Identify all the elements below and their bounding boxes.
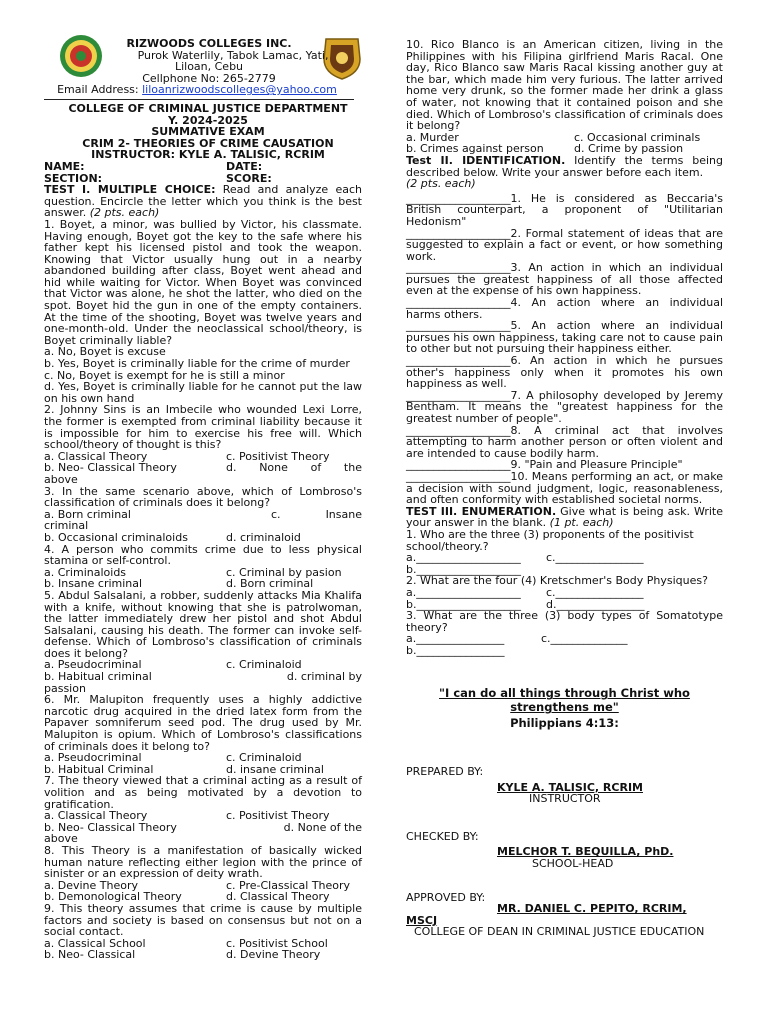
choice-1d[interactable]: d. Yes, Boyet is criminally liable for he cannot put the law on his own hand [44,380,362,405]
question-1: 1. Boyet, a minor, was bullied by Victor, his classmate. Having enough, Boyet got the key to the safe where his father kept his licensed pistol and took the weapon. Knowing that Victor usually hung out in a nearby abandoned building after class, Boyet went ahead and hid while waiting for Victor. When Boyet was convinced that Victor was alone, he shot the latter, who died on the spot. Boyet hid the gun in one of the empty containers. At the time of the shooting, Boyet was twelve years and one-month-old. Under the neoclassical school/theory, is Boyet criminally liable? [44,217,362,347]
answer-blank[interactable]: ___________________ [406,191,511,205]
answer-blank[interactable]: ___________________ [406,296,511,310]
choice-4a[interactable]: a. Criminaloids [44,565,127,579]
choice-9a[interactable]: a. Classical School [44,936,146,950]
name-label: NAME: [44,159,85,173]
choice-8a[interactable]: a. Devine Theory [44,878,138,892]
choice-5d-cont: passion [44,681,86,695]
approved-by-label: APPROVED BY: [406,890,486,904]
enum-blank-1c[interactable]: c.________________ [546,551,644,565]
test1-title: TEST I. MULTIPLE CHOICE: [44,183,216,197]
enum-blank-3a[interactable]: a.________________ [406,632,505,646]
school-address-2: Liloan, Cebu [174,60,244,74]
choice-row [44,532,362,544]
test3-points: (1 pt. each) [546,516,614,530]
choice-4c[interactable]: c. Criminal by pasion [226,565,342,579]
choice-6c[interactable]: c. Criminaloid [226,751,302,765]
identification-item-3 [406,262,723,297]
item-text: 7. A philosophy developed by Jeremy Bentham. It means the "greatest happiness for the greatest number of people". [406,388,723,425]
question-9: 9. This theory assumes that crime is cause by multiple factors and society is based on consensus but not on a social contact. [44,901,362,939]
name-date-row [44,161,362,173]
identification-item-1 [406,193,723,228]
choice-10b[interactable]: b. Crimes against person [406,142,544,156]
checked-by-label: CHECKED BY: [406,829,479,843]
test1-instr: Read and analyze each question. Encircle the letter which you think is the best answer. [44,183,362,220]
answer-blank[interactable]: ___________________ [406,423,511,437]
item-text: 5. An action where an individual pursues his own happiness, taking care not to cause pain to other but not pursuing their happiness either. [406,319,723,356]
instructor-line: INSTRUCTOR: KYLE A. TALISIC, RCRIM [91,148,325,162]
school-email [32,84,362,96]
test1-points: (2 pts. each) [86,206,160,220]
date-label: DATE: [226,159,263,173]
score-label: SCORE: [226,171,272,185]
choice-6b[interactable]: b. Habitual Criminal [44,762,154,776]
prepared-by-label: PREPARED BY: [406,765,484,779]
choice-8c[interactable]: c. Pre-Classical Theory [226,878,351,892]
choice-2b[interactable]: b. Neo- Classical Theory [44,461,177,475]
item-text: 10. Means performing an act, or make a decision with sound judgment, logic, reasonableness, and often conformity with established societal norms. [406,469,723,507]
choice-5a[interactable]: a. Pseudocriminal [44,658,142,672]
question-5: 5. Abdul Salsalani, a robber, suddenly attacks Mia Khalifa with a knife, without knowing that she is patrolwoman, the latter immediately drew her pistol and shot Abdul Salsalani, causing his death. The former can invoke self-defense. Which of Lombroso's classification of criminals does it belong? [44,588,362,660]
choice-8d[interactable]: d. Classical Theory [226,890,330,904]
section-label: SECTION: [44,171,103,185]
choice-4d[interactable]: d. Born criminal [226,577,314,591]
school-name: RIZWOODS COLLEGES INC. [126,37,292,50]
choice-6d[interactable]: d. insane criminal [226,762,324,776]
item-text: 1. He is considered as Beccaria's British counterpart, a proponent of "Utilitarian Hedonism" [406,191,723,228]
answer-blank[interactable]: ___________________ [406,261,511,275]
choice-9b[interactable]: b. Neo- Classical [44,948,136,962]
school-year: Y. 2024-2025 [168,113,248,127]
enum-blank-2b[interactable]: b.___________________ [406,597,521,611]
test2-instructions [406,155,723,178]
approved-by-name: MR. DANIEL C. PEPITO, RCRIM, [497,902,687,916]
enum-blank-2d[interactable]: d.________________ [546,597,645,611]
enumeration-question-2: 2. What are the four (4) Kretschmer's Body Physiques? [406,574,708,588]
identification-item-8 [406,425,723,460]
bible-verse: Philippians 4:13: [510,716,619,731]
choice-5b[interactable]: b. Habitual criminal [44,670,152,684]
checked-by-name: MELCHOR T. BEQUILLA, PhD. [497,845,674,859]
left-column [44,0,362,961]
choice-1a[interactable]: a. No, Boyet is excuse [44,345,166,359]
right-column [406,0,723,938]
choice-10d[interactable]: d. Crime by passion [574,142,684,156]
item-text: 3. An action in which an individual pursues the greatest happiness of all those affected even at the expense of his own happiness. [406,261,723,298]
enum-blank-1b[interactable]: b.___________________ [406,562,521,576]
choice-3c[interactable]: c. Insane [271,507,362,521]
identification-item-6 [406,355,723,390]
choice-1c[interactable]: c. No, Boyet is exempt for he is still a minor [44,368,285,382]
email-link[interactable]: liloanrizwoodscolleges@yahoo.com [142,83,337,97]
choice-5c[interactable]: c. Criminaloid [226,658,302,672]
answer-blank[interactable]: ___________________ [406,319,511,333]
checked-by-role: SCHOOL-HEAD [532,857,614,871]
enum-blank-3b[interactable]: b.________________ [406,643,505,657]
question-2: 2. Johnny Sins is an Imbecile who wounded Lexi Lorre, the former is exempted from criminal liability because it is impossible for him to exercise his free will. Which school/theory of thought is this? [44,403,362,452]
question-10: 10. Rico Blanco is an American citizen, living in the Philippines with his Filipina girlfriend Maris Racal. One day, Rico Blanco saw Maris Racal kissing another guy at the bar, which made him very furious. The latter arrived home very drunk, so the former made her drink a glass of water, not knowing that it contained poison and she died. Which of Lombroso's classification of criminals does it belong? [406,38,723,133]
choice-5d[interactable]: d. criminal by [286,670,362,684]
question-4: 4. A person who commits crime due to less physical stamina or self-control. [44,542,362,568]
choice-10a[interactable]: a. Murder [406,130,459,144]
email-label: Email Address: [57,83,143,97]
school-phone: Cellphone No: 265-2779 [142,71,276,85]
test3-title: TEST III. ENUMERATION. [406,504,557,518]
item-text: 2. Formal statement of ideas that are suggested to explain a fact or event, or how something work. [406,226,723,263]
enumeration-question-1: 1. Who are the three (3) proponents of the positivist school/theory.? [406,527,694,553]
prepared-by-role: INSTRUCTOR [529,792,601,806]
header-divider [44,99,354,100]
choice-row [44,949,362,961]
question-6: 6. Mr. Malupiton frequently uses a highly addictive narcotic drug acquired in the dried latex form from the Papaver somniferum seed pod. The drug used by Mr. Malupiton is opium. Which of Lombroso's classifications of criminals does it belong to? [44,693,362,753]
prepared-by-name: KYLE A. TALISIC, RCRIM [497,780,643,794]
bible-quote: "I can do all things through Christ who strengthens me" [439,686,690,715]
identification-item-7 [406,390,723,425]
enum-blank-1a[interactable]: a.___________________ [406,551,521,565]
choice-2d-cont: above [44,472,78,486]
test2-instr: Identify the terms being described below. Write your answer before each item. [406,153,724,179]
test1-instructions [44,184,362,219]
choice-7a[interactable]: a. Classical Theory [44,809,148,823]
choice-row [44,462,362,474]
enum-row [406,587,723,599]
choice-2c[interactable]: c. Positivist Theory [226,449,330,463]
choice-2a[interactable]: a. Classical Theory [44,449,148,463]
choice-2d[interactable]: d. None of the [226,461,362,475]
answer-blank[interactable]: ___________________ [406,388,511,402]
approved-by-role: COLLEGE OF DEAN IN CRIMINAL JUSTICE EDUCATION [414,925,705,939]
department: COLLEGE OF CRIMINAL JUSTICE DEPARTMENT [68,101,348,115]
enum-blank-3c[interactable]: c.______________ [541,632,628,646]
test3-instructions [406,506,723,529]
choice-4b[interactable]: b. Insane criminal [44,577,143,591]
choice-3c-cont: criminal [44,519,89,533]
answer-blank[interactable]: ___________________ [406,469,511,483]
question-8: 8. This Theory is a manifestation of basically wicked human nature reflecting either legion with the prince of sinister or an expression of deity wrath. [44,843,362,881]
choice-7d-cont: above [44,832,78,846]
exam-title: SUMMATIVE EXAM [151,125,265,139]
question-3: 3. In the same scenario above, which of Lombroso's classification of criminals does it belong? [44,484,362,510]
choice-7c[interactable]: c. Positivist Theory [226,809,330,823]
approved-by-name-cont: MSCJ [406,913,438,927]
question-7: 7. The theory viewed that a criminal acting as a result of volition and as being motivated by a devotion to gratification. [44,774,362,811]
choice-row [44,671,362,683]
test3-instr: Give what is being ask. Write your answer in the blank. [406,504,723,530]
choice-1b[interactable]: b. Yes, Boyet is criminally liable for the crime of murder [44,357,350,371]
test2-title: Test II. IDENTIFICATION. [406,153,566,167]
choice-8b[interactable]: b. Demonological Theory [44,890,182,904]
choice-6a[interactable]: a. Pseudocriminal [44,751,142,765]
item-text: 8. A criminal act that involves attempting to harm another person or often violent and are intended to cause bodily harm. [406,423,723,460]
identification-item-2 [406,228,723,263]
enum-blank-2c[interactable]: c.________________ [546,585,644,599]
identification-item-5 [406,320,723,355]
choice-7b[interactable]: b. Neo- Classical Theory [44,820,177,834]
answer-blank[interactable]: ___________________ [406,226,511,240]
choice-10c[interactable]: c. Occasional criminals [574,130,701,144]
choice-7d[interactable]: d. None of the [283,820,362,834]
answer-blank[interactable]: ___________________ [406,354,511,368]
enum-blank-2a[interactable]: a.___________________ [406,585,521,599]
item-text: 4. An action where an individual harms others. [406,296,723,321]
enumeration-question-3: 3. What are the three (3) body types of Somatotype theory? [406,609,723,634]
item-text: 6. An action in which he pursues other's happiness only when it promotes his own happiness as well. [406,354,723,391]
identification-item-4 [406,297,723,320]
choice-9c[interactable]: c. Positivist School [226,936,328,950]
test2-points: (2 pts. each) [406,177,476,191]
choice-row [44,822,362,834]
identification-item-10 [406,471,723,506]
choice-3a[interactable]: a. Born criminal [44,507,131,521]
school-address-1: Purok Waterlily, Tabok Lamac, Yati, [137,48,329,62]
course-title: CRIM 2- THEORIES OF CRIME CAUSATION [82,136,334,150]
answer-blank[interactable]: ___________________ [406,458,511,472]
choice-9d[interactable]: d. Devine Theory [226,948,321,962]
choice-3b[interactable]: b. Occasional criminaloids [44,530,188,544]
item-text: 9. "Pain and Pleasure Principle" [510,458,683,472]
choice-3d[interactable]: d. criminaloid [226,530,301,544]
enum-row [406,552,723,564]
choice-row [44,509,362,521]
